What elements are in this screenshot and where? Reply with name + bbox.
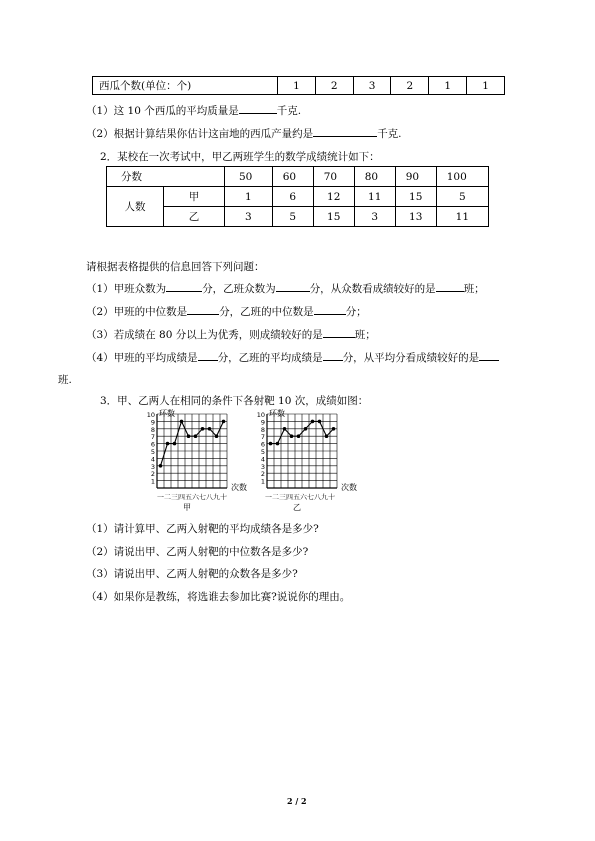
data-point xyxy=(180,420,184,424)
ylabel-left: 环数 xyxy=(159,409,175,418)
table-cell: 11 xyxy=(436,207,488,227)
answer-blank xyxy=(276,281,310,292)
table-cell: 13 xyxy=(395,207,436,227)
answer-blank xyxy=(314,304,346,315)
answer-blank xyxy=(239,103,277,114)
score-header: 50 xyxy=(225,167,273,187)
data-point xyxy=(222,420,226,424)
class-label: 甲 xyxy=(164,187,225,207)
y-tick-label: 10 xyxy=(146,411,155,419)
score-header: 80 xyxy=(354,167,395,187)
data-point xyxy=(332,427,336,431)
xticks-left: 一二三四五六七八九十 xyxy=(157,493,222,501)
table-cell: 2 xyxy=(315,77,353,95)
table-cell: 1 xyxy=(467,77,505,95)
y-tick-label: 3 xyxy=(260,462,265,471)
page-number: 2 / 2 xyxy=(287,796,307,806)
score-header: 60 xyxy=(272,167,313,187)
table-cell: 1 xyxy=(225,187,273,207)
table-cell: 15 xyxy=(395,187,436,207)
table-cell: 1 xyxy=(429,77,467,95)
ylabel-right: 环数 xyxy=(269,409,285,418)
y-tick-label: 1 xyxy=(150,477,155,486)
y-tick-label: 10 xyxy=(256,411,265,419)
q3-sub4: （4）如果你是教练，将选谁去参加比赛?说说你的理由。 xyxy=(86,591,351,603)
y-tick-label: 9 xyxy=(150,418,155,427)
row-label: 人数 xyxy=(107,187,164,227)
data-point xyxy=(283,427,287,431)
answer-blank xyxy=(198,350,218,361)
y-tick-label: 4 xyxy=(150,455,155,464)
q2-sub2: （2）甲班的中位数是 分，乙班的中位数是 分； xyxy=(86,306,367,318)
score-header-label: 分数 xyxy=(107,167,225,187)
data-point xyxy=(194,434,198,438)
y-tick-label: 4 xyxy=(260,455,265,464)
data-point xyxy=(208,427,212,431)
y-tick-label: 1 xyxy=(260,477,265,486)
table-cell: 12 xyxy=(313,187,354,207)
answer-blank xyxy=(436,281,464,292)
answer-blank xyxy=(479,350,499,361)
y-tick-label: 7 xyxy=(150,433,155,442)
table-cell: 5 xyxy=(436,187,488,207)
q3-intro: 3．甲、乙两人在相同的条件下各射靶 10 次，成绩如图： xyxy=(100,395,369,407)
table-cell: 3 xyxy=(225,207,273,227)
shooting-charts xyxy=(143,406,363,516)
table-cell: 1 xyxy=(278,77,316,95)
y-tick-label: 2 xyxy=(260,470,265,479)
table-cell: 15 xyxy=(313,207,354,227)
y-tick-label: 6 xyxy=(260,440,265,449)
score-table xyxy=(106,166,489,227)
table-cell: 6 xyxy=(272,187,313,207)
data-point xyxy=(311,420,315,424)
score-header: 90 xyxy=(395,167,436,187)
data-point xyxy=(187,434,191,438)
score-header: 70 xyxy=(313,167,354,187)
data-point xyxy=(159,464,163,468)
q3-sub2: （2）请说出甲、乙两人射靶的中位数各是多少? xyxy=(86,546,309,558)
data-point xyxy=(201,427,205,431)
caption-right: 乙 xyxy=(293,503,301,512)
q2-intro: 2．某校在一次考试中，甲乙两班学生的数学成绩统计如下： xyxy=(100,151,380,163)
chart-jia xyxy=(147,411,227,488)
y-tick-label: 8 xyxy=(150,425,155,434)
answer-blank xyxy=(313,126,377,137)
data-point xyxy=(290,434,294,438)
answer-blank xyxy=(166,281,202,292)
data-point xyxy=(276,442,280,446)
table-label-cell: 西瓜个数(单位：个) xyxy=(93,77,278,95)
xlabel-left: 次数 xyxy=(231,483,247,492)
chart-grid xyxy=(157,414,227,488)
q2-sub4-end: 班. xyxy=(58,374,72,386)
xticks-right: 一二三四五六七八九十 xyxy=(265,493,330,501)
data-point xyxy=(304,427,308,431)
y-tick-label: 6 xyxy=(150,440,155,449)
score-header: 100 xyxy=(436,167,488,187)
y-tick-label: 5 xyxy=(150,448,155,456)
data-point xyxy=(318,420,322,424)
caption-left: 甲 xyxy=(183,503,191,512)
y-tick-label: 7 xyxy=(260,433,265,442)
answer-blank xyxy=(323,327,355,338)
answer-blank xyxy=(187,304,219,315)
answer-blank xyxy=(323,350,343,361)
chart-yi xyxy=(257,411,337,488)
chart-grid xyxy=(267,414,337,488)
q2-prompt: 请根据表格提供的信息回答下列问题： xyxy=(86,261,265,273)
table-cell: 5 xyxy=(272,207,313,227)
q2-sub1: （1）甲班众数为 分，乙班众数为 分，从众数看成绩较好的是 班； xyxy=(86,283,485,295)
data-point xyxy=(166,442,170,446)
y-tick-label: 2 xyxy=(150,470,155,479)
y-tick-label: 3 xyxy=(150,462,155,471)
y-tick-label: 9 xyxy=(260,418,265,427)
xlabel-right: 次数 xyxy=(341,483,357,492)
data-point xyxy=(297,434,301,438)
table-cell: 2 xyxy=(391,77,429,95)
table-cell: 3 xyxy=(353,77,391,95)
q1-sub2: （2）根据计算结果你估计这亩地的西瓜产量约是 千克. xyxy=(86,128,402,140)
watermelon-count-table xyxy=(92,76,505,95)
data-point xyxy=(215,434,219,438)
q2-sub4: （4）甲班的平均成绩是 分，乙班的平均成绩是 分，从平均分看成绩较好的是 xyxy=(86,350,499,365)
table-cell: 11 xyxy=(354,187,395,207)
q3-sub1: （1）请计算甲、乙两入射靶的平均成绩各是多少? xyxy=(86,523,319,535)
q1-sub1: （1）这 10 个西瓜的平均质量是 千克. xyxy=(86,105,302,117)
y-tick-label: 5 xyxy=(260,448,265,456)
data-point xyxy=(325,434,329,438)
y-tick-label: 8 xyxy=(260,425,265,434)
class-label: 乙 xyxy=(164,207,225,227)
data-point xyxy=(173,442,177,446)
q3-sub3: （3）请说出甲、乙两人射靶的众数各是多少? xyxy=(86,568,298,580)
data-point xyxy=(269,442,273,446)
q2-sub3: （3）若成绩在 80 分以上为优秀，则成绩较好的是 班； xyxy=(86,329,376,341)
table-cell: 3 xyxy=(354,207,395,227)
